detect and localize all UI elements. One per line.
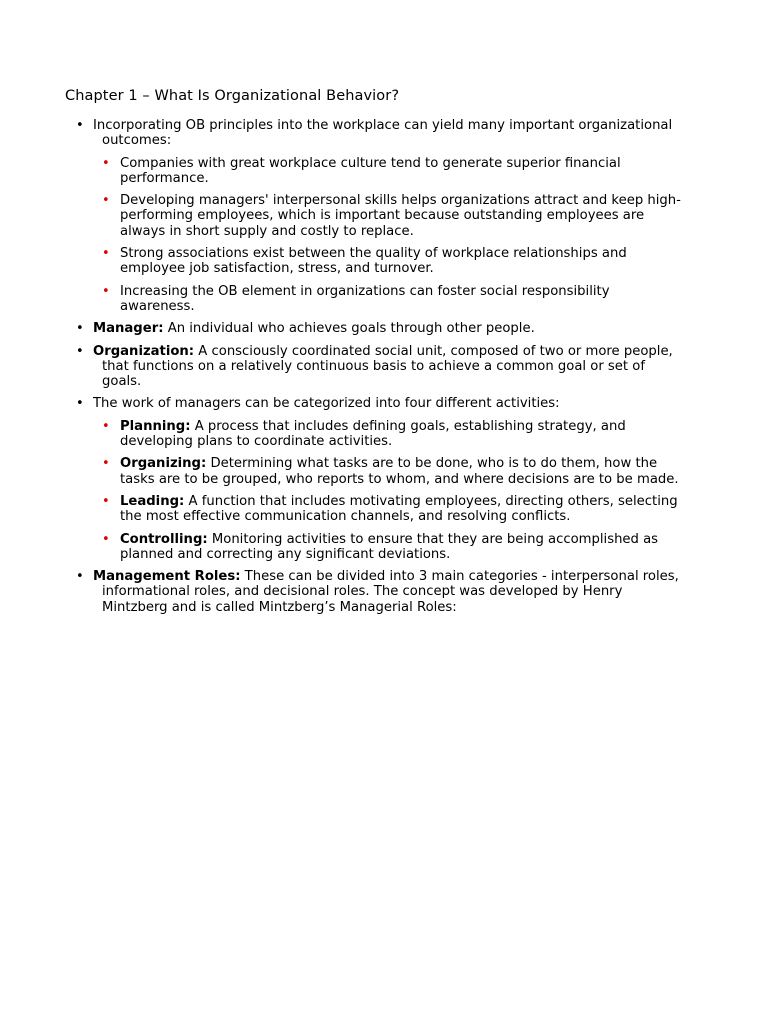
sub-list-item (93, 246, 685, 277)
bullet-icon: • (76, 343, 84, 359)
sub-list-item (93, 532, 685, 563)
sub-list-item (93, 193, 685, 239)
sub-list-item-text: Strong associations exist between the quality of workplace relationships and employee job satisfaction, stress, and turnover. (120, 246, 627, 277)
red-bullet-icon: • (102, 493, 110, 509)
sub-list-item-text: Developing managers' interpersonal skills helps organizations attract and keep high-performing employees, which is important because outstanding employees are always in short supply and costly to replace. (120, 193, 681, 239)
list-item (65, 344, 685, 390)
term-label: Leading: (120, 493, 185, 509)
document-page (65, 86, 685, 622)
red-bullet-icon: • (102, 193, 110, 209)
red-bullet-icon: • (102, 246, 110, 262)
sub-list-item (93, 456, 685, 487)
sub-list-item (93, 419, 685, 450)
outline-list (65, 118, 685, 615)
sub-list (93, 419, 685, 562)
red-bullet-icon: • (102, 155, 110, 171)
list-item-text: Incorporating OB principles into the workplace can yield many important organizational outcomes: (93, 118, 673, 149)
definition-text: A function that includes motivating employees, directing others, selecting the most effective communication channels, and resolving conflicts. (120, 493, 678, 525)
sub-list-item (93, 284, 685, 315)
red-bullet-icon: • (102, 456, 110, 472)
bullet-icon: • (76, 118, 84, 133)
definition-text: An individual who achieves goals through other people. (167, 321, 535, 337)
sub-list-item (93, 494, 685, 525)
red-bullet-icon: • (102, 531, 110, 547)
list-item (65, 396, 685, 562)
red-bullet-icon: • (102, 283, 110, 299)
definition-text: A process that includes defining goals, establishing strategy, and developing plans to coordinate activities. (120, 418, 626, 450)
sub-list (93, 156, 685, 315)
sub-list-item-text: Increasing the OB element in organizations can foster social responsibility awareness. (120, 283, 610, 314)
sub-list-item (93, 156, 685, 187)
term-label: Controlling: (120, 531, 208, 547)
term-label: Organizing: (120, 456, 207, 472)
list-item (65, 569, 685, 615)
bullet-icon: • (76, 321, 84, 337)
red-bullet-icon: • (102, 418, 110, 434)
list-item (65, 118, 685, 314)
definition-text: A consciously coordinated social unit, composed of two or more people, that functions on a relatively continuous basis to achieve a common goal or set of goals. (102, 343, 673, 390)
bullet-icon: • (76, 569, 84, 585)
bullet-icon: • (76, 396, 84, 412)
term-label: Management Roles: (93, 569, 241, 585)
list-item-text: The work of managers can be categorized into four different activities: (93, 396, 560, 412)
definition-text: Determining what tasks are to be done, who is to do them, how the tasks are to be grouped, who reports to whom, and where decisions are to be made. (120, 456, 679, 487)
definition-text: These can be divided into 3 main categories - interpersonal roles, informational roles, and decisional roles. The concept was developed by Henry Mintzberg and is called Mintzberg’s Managerial Roles: (102, 569, 679, 615)
sub-list-item-text: Companies with great workplace culture tend to generate superior financial performance. (120, 155, 621, 186)
list-item (65, 321, 685, 336)
term-label: Organization: (93, 343, 195, 359)
term-label: Manager: (93, 321, 164, 337)
chapter-title: Chapter 1 – What Is Organizational Behavior? (65, 88, 400, 104)
term-label: Planning: (120, 418, 191, 434)
definition-text: Monitoring activities to ensure that they are being accomplished as planned and correcting any significant deviations. (120, 531, 659, 562)
